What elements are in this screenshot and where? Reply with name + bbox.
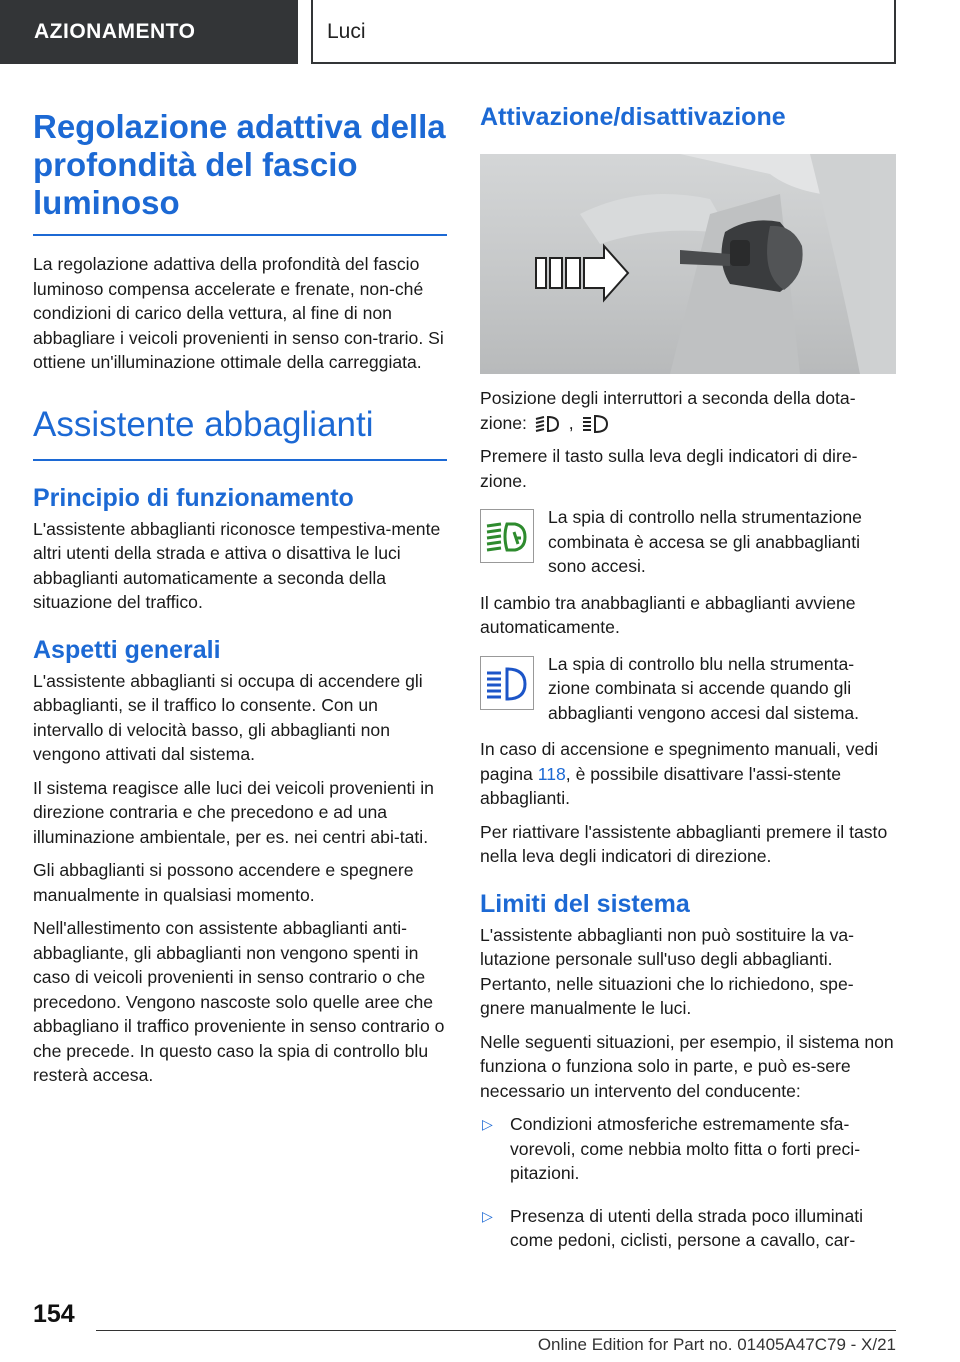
bullet-triangle-icon: ▷	[482, 1116, 493, 1132]
list-item	[480, 1204, 896, 1262]
header-section: AZIONAMENTO	[0, 0, 298, 64]
subheading-principle: Principio di funzionamento	[33, 483, 354, 512]
section-title-assistant: Assistente abbaglianti	[33, 404, 374, 444]
paragraph: Nelle seguenti situazioni, per esempio, il sistema non funziona o funziona solo in parte, e può es-sere necessario un intervento del conducente:	[480, 1031, 894, 1101]
paragraph-switch-position	[480, 386, 896, 435]
stalk-photo	[480, 154, 896, 374]
paragraph: Per riattivare l'assistente abbaglianti premere il tasto nella leva degli indicatori di direzione.	[480, 821, 888, 866]
section-title-depth: Regolazione adattiva della profondità del fascio luminoso	[33, 108, 446, 221]
subheading-general: Aspetti generali	[33, 635, 221, 664]
indicator-high-beam	[480, 652, 896, 726]
page-number: 154	[33, 1300, 75, 1328]
text: , è possibile disattivare l'assi-stente abbaglianti.	[480, 763, 842, 808]
left-column	[33, 96, 447, 1097]
list-item-text: Condizioni atmosferiche estremamente sfa-vorevoli, come nebbia molto fitta o forti preci-pitazioni.	[510, 1114, 861, 1183]
paragraph: Nell'allestimento con assistente abbaglianti anti-abbagliante, gli abbaglianti non vengono spenti in caso di veicoli provenienti in senso contrario o che precedono. Vengono nascoste solo quelle aree che abbagliano il traffico proveniente in senso contrario o che precede. In questo caso la spia di controllo blu resterà accesa.	[33, 918, 445, 1085]
list-item-text: Presenza di utenti della strada poco illuminati come pedoni, ciclisti, persone a cavallo, car-	[510, 1205, 864, 1250]
paragraph: Il cambio tra anabbaglianti e abbaglianti avviene automaticamente.	[480, 592, 856, 637]
paragraph: Premere il tasto sulla leva degli indicatori di dire-zione.	[480, 446, 858, 491]
paragraph-manual	[480, 737, 896, 811]
footer-rule	[96, 1330, 896, 1331]
subheading-activation: Attivazione/disattivazione	[480, 103, 786, 131]
paragraph: L'assistente abbaglianti non può sostituire la va-lutazione personale sull'uso degli abbaglianti. Pertanto, nelle situazioni che lo richiedono, spe-gnere manualmente le luci.	[480, 924, 855, 1018]
title-rule	[33, 459, 447, 461]
subheading-limits: Limiti del sistema	[480, 889, 690, 918]
header-chapter: Luci	[311, 0, 896, 64]
high-beam-indicator-icon	[480, 656, 534, 710]
indicator-text: La spia di controllo blu nella strumenta-zione combinata si accende quando gli abbaglianti vengono accesi dal sistema.	[548, 653, 860, 723]
paragraph: L'assistente abbaglianti si occupa di accendere gli abbaglianti, se il traffico lo consente. Con un intervallo di velocità basso, gli abbaglianti non vengono attivati dal sistema.	[33, 670, 423, 764]
bullet-triangle-icon: ▷	[482, 1207, 493, 1224]
footer-edition: Online Edition for Part no. 01405A47C79 - X/21	[537, 1335, 896, 1354]
low-beam-indicator-icon	[480, 509, 534, 563]
high-beam-icon	[579, 413, 611, 435]
paragraph: La regolazione adattiva della profondità del fascio luminoso compensa accelerate e frenate, non-ché condizioni di carico della vettura, al fine di non abbagliare i veicoli provenienti in senso con-trario. Si ottiene un'illuminazione ottimale della carreggiata.	[33, 254, 444, 372]
paragraph: Il sistema reagisce alle luci dei veicoli provenienti in direzione contraria e che precedono e ad una illuminazione ambientale, per es. nei centri abi-tati.	[33, 777, 434, 847]
separator: ,	[568, 412, 574, 433]
high-beam-assist-icon	[532, 413, 564, 435]
page-link-118[interactable]: 118	[537, 763, 566, 784]
title-rule	[33, 234, 447, 236]
stalk-illustration	[480, 154, 896, 374]
right-column	[480, 96, 896, 1271]
indicator-low-beam	[480, 505, 896, 579]
indicator-text: La spia di controllo nella strumentazione combinata è accesa se gli anabbaglianti sono accesi.	[548, 507, 862, 576]
paragraph: L'assistente abbaglianti riconosce tempestiva-mente altri utenti della strada e attiva o disattiva le luci abbaglianti automaticamente a seconda della situazione del traffico.	[33, 518, 441, 612]
text: In caso di accensione e spegnimento manuali, vedi pagina	[480, 739, 879, 784]
paragraph: Gli abbaglianti si possono accendere e spegnere manualmente in qualsiasi momento.	[33, 860, 414, 905]
text: Posizione degli interruttori a seconda della dota-zione:	[480, 388, 856, 433]
list-item	[480, 1112, 896, 1195]
